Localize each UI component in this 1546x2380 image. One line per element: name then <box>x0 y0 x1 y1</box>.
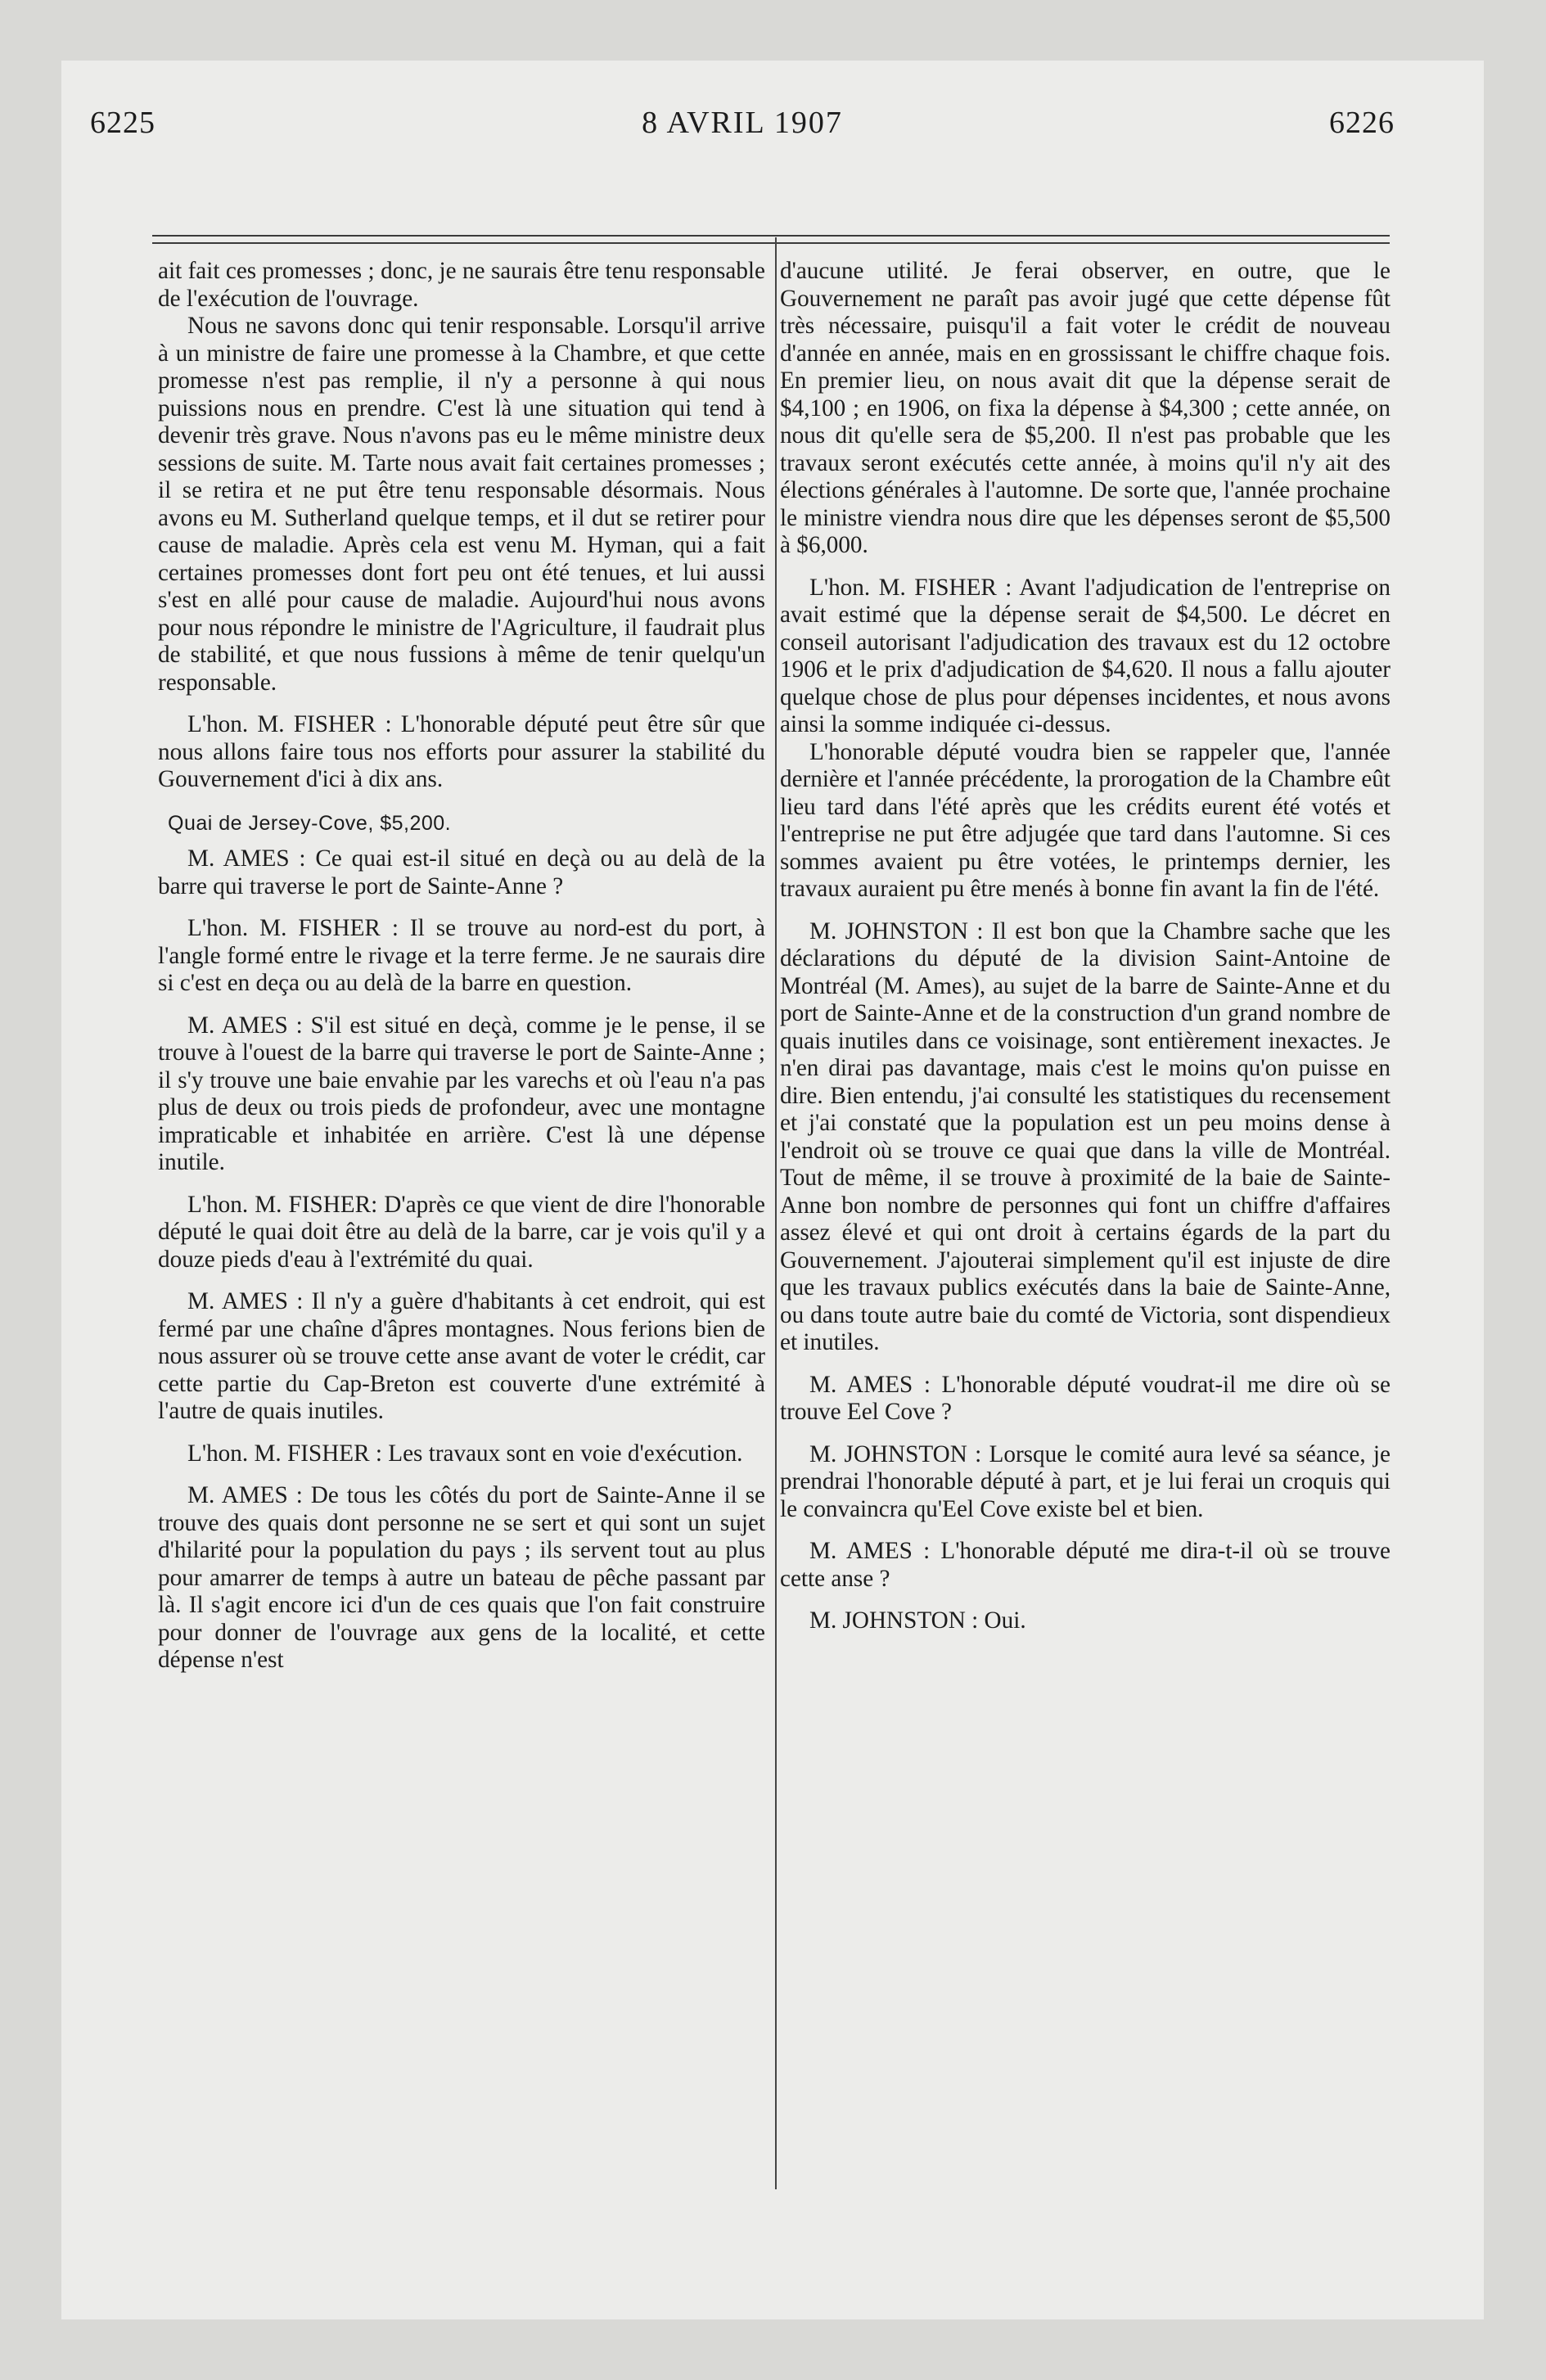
paragraph: M. AMES : Il n'y a guère d'habitants à cet endroit, qui est fermé par une chaîne d'âpres montagnes. Nous ferions bien de nous assurer où se trouve cette anse avant de voter le crédit, car cette partie du Cap-Breton est couverte d'une extrémité à l'autre de quais inutiles. <box>158 1288 765 1424</box>
paragraph: L'hon. M. FISHER: D'après ce que vient de dire l'honorable député le quai doit être au delà de la barre, car je vois qu'il y a douze pieds d'eau à l'extrémité du quai. <box>158 1191 765 1273</box>
paragraph: L'honorable député voudra bien se rappeler que, l'année dernière et l'année précédente, la prorogation de la Chambre eût lieu tard dans l'été après que les crédits eurent été votés et l'entreprise ne put être adjugée que tard dans l'automne. Si ces sommes avaient pu être votées, le printemps dernier, les travaux auraient pu être menés à bonne fin avant la fin de l'été. <box>780 738 1390 902</box>
paragraph: L'hon. M. FISHER : Avant l'adjudication de l'entreprise on avait estimé que la dépense serait de $4,500. Le décret en conseil autorisant l'adjudication des travaux est du 12 octobre 1906 et le prix d'adjudication de $4,620. Il nous a fallu ajouter quelque chose de plus pour dépenses incidentes, et nous avons ainsi la somme indiquée ci-dessus. <box>780 574 1390 737</box>
paragraph: M. JOHNSTON : Il est bon que la Chambre sache que les déclarations du député de la division Saint-Antoine de Montréal (M. Ames), au sujet de la barre de Sainte-Anne et du port de Sainte-Anne et de la construction d'un grand nombre de quais inutiles dans ce voisinage, sont entièrement inexactes. Je n'en dirai pas davantage, mais c'est le moins qu'on puisse en dire. Bien entendu, j'ai consulté les statistiques du recensement et j'ai constaté que la population est un peu moins dense à l'endroit où se trouve ce quai que dans la ville de Montréal. Tout de même, il se trouve à proximité de la baie de Sainte-Anne bon nombre de personnes qui font un chiffre d'affaires assez élevé et qui ont droit à certains égards de la part du Gouvernement. J'ajouterai simplement qu'il est injuste de dire que les travaux publics exécutés dans la baie de Sainte-Anne, ou dans toute autre baie du comté de Victoria, sont dispendieux et inutiles. <box>780 917 1390 1355</box>
paragraph: L'hon. M. FISHER : Les travaux sont en voie d'exécution. <box>187 1440 743 1467</box>
paragraph: M. AMES : S'il est situé en deçà, comme je le pense, il se trouve à l'ouest de la barre qui traverse le port de Sainte-Anne ; il s'y trouve une baie envahie par les varechs et où l'eau n'a pas plus de deux ou trois pieds de profondeur, avec une montagne impraticable et inhabitée en arrière. C'est là une dépense inutile. <box>158 1012 765 1175</box>
item-heading: Quai de Jersey-Cove, $5,200. <box>168 811 452 835</box>
paragraph: ait fait ces promesses ; donc, je ne saurais être tenu responsable de l'exécution de l'ouvrage. <box>158 258 765 312</box>
paragraph: M. AMES : De tous les côtés du port de Sainte-Anne il se trouve des quais dont personne ne se sert et qui sont un sujet d'hilarité pour la population du pays ; ils servent tout au plus pour amarrer de temps à autre un bateau de pêche passant par là. Il s'agit encore ici d'un de ces quais que l'on fait construire pour donner de l'ouvrage aux gens de la localité, et cette dépense n'est <box>158 1482 765 1673</box>
right-column <box>780 258 1390 1635</box>
paragraph: M. AMES : L'honorable député me dira-t-il où se trouve cette anse ? <box>780 1538 1390 1592</box>
paragraph: M. JOHNSTON : Lorsque le comité aura levé sa séance, je prendrai l'honorable député à part, et je lui ferai un croquis qui le convaincra qu'Eel Cove existe bel et bien. <box>780 1440 1390 1522</box>
page-header <box>90 105 1395 151</box>
paragraph: M. AMES : Ce quai est-il situé en deçà ou au delà de la barre qui traverse le port de Sainte-Anne ? <box>158 845 765 899</box>
paragraph: M. JOHNSTON : Oui. <box>809 1607 1026 1634</box>
column-divider <box>775 237 777 2189</box>
left-column <box>158 258 765 1675</box>
page-date: 8 AVRIL 1907 <box>642 106 843 140</box>
page-number-right: 6226 <box>1329 106 1395 140</box>
header-rule-bottom <box>152 242 1390 244</box>
paragraph: L'hon. M. FISHER : L'honorable député peut être sûr que nous allons faire tous nos efforts pour assurer la stabilité du Gouvernement d'ici à dix ans. <box>158 711 765 792</box>
header-rule-top <box>152 235 1390 237</box>
paragraph: M. AMES : L'honorable député voudrat-il me dire où se trouve Eel Cove ? <box>780 1371 1390 1425</box>
paragraph: d'aucune utilité. Je ferai observer, en outre, que le Gouvernement ne paraît pas avoir jugé que cette dépense fût très nécessaire, puisqu'il a fait voter le crédit de nouveau d'année en année, mais en en grossissant le chiffre chaque fois. En premier lieu, on nous avait dit que la dépense serait de $4,100 ; en 1906, on fixa la dépense à $4,300 ; cette année, on nous dit qu'elle sera de $5,200. Il n'est pas probable que les travaux seront exécutés cette année, à moins qu'il n'y ait des élections générales à l'automne. De sorte que, l'année prochaine le ministre viendra nous dire que les dépenses seront de $5,500 à $6,000. <box>780 258 1390 558</box>
paragraph: Nous ne savons donc qui tenir responsable. Lorsqu'il arrive à un ministre de faire une promesse à la Chambre, et que cette promesse n'est pas remplie, il n'y a personne à qui nous puissions nous en prendre. C'est là une situation qui tend à devenir très grave. Nous n'avons pas eu le même ministre deux sessions de suite. M. Tarte nous avait fait certaines promesses ; il se retira et ne put être tenu responsable désormais. Nous avons eu M. Sutherland quelque temps, et il dut se retirer pour cause de maladie. Après cela est venu M. Hyman, qui a fait certaines promesses dont fort peu ont été tenues, et lui aussi s'est en allé pour cause de maladie. Aujourd'hui nous avons pour nous répondre le ministre de l'Agriculture, il faudrait plus de stabilité, et que nous fussions à même de tenir quelqu'un responsable. <box>158 313 765 696</box>
paragraph: L'hon. M. FISHER : Il se trouve au nord-est du port, à l'angle formé entre le rivage et la terre ferme. Je ne saurais dire si c'est en deça ou au delà de la barre en question. <box>158 915 765 996</box>
page-number-left: 6225 <box>90 106 156 140</box>
